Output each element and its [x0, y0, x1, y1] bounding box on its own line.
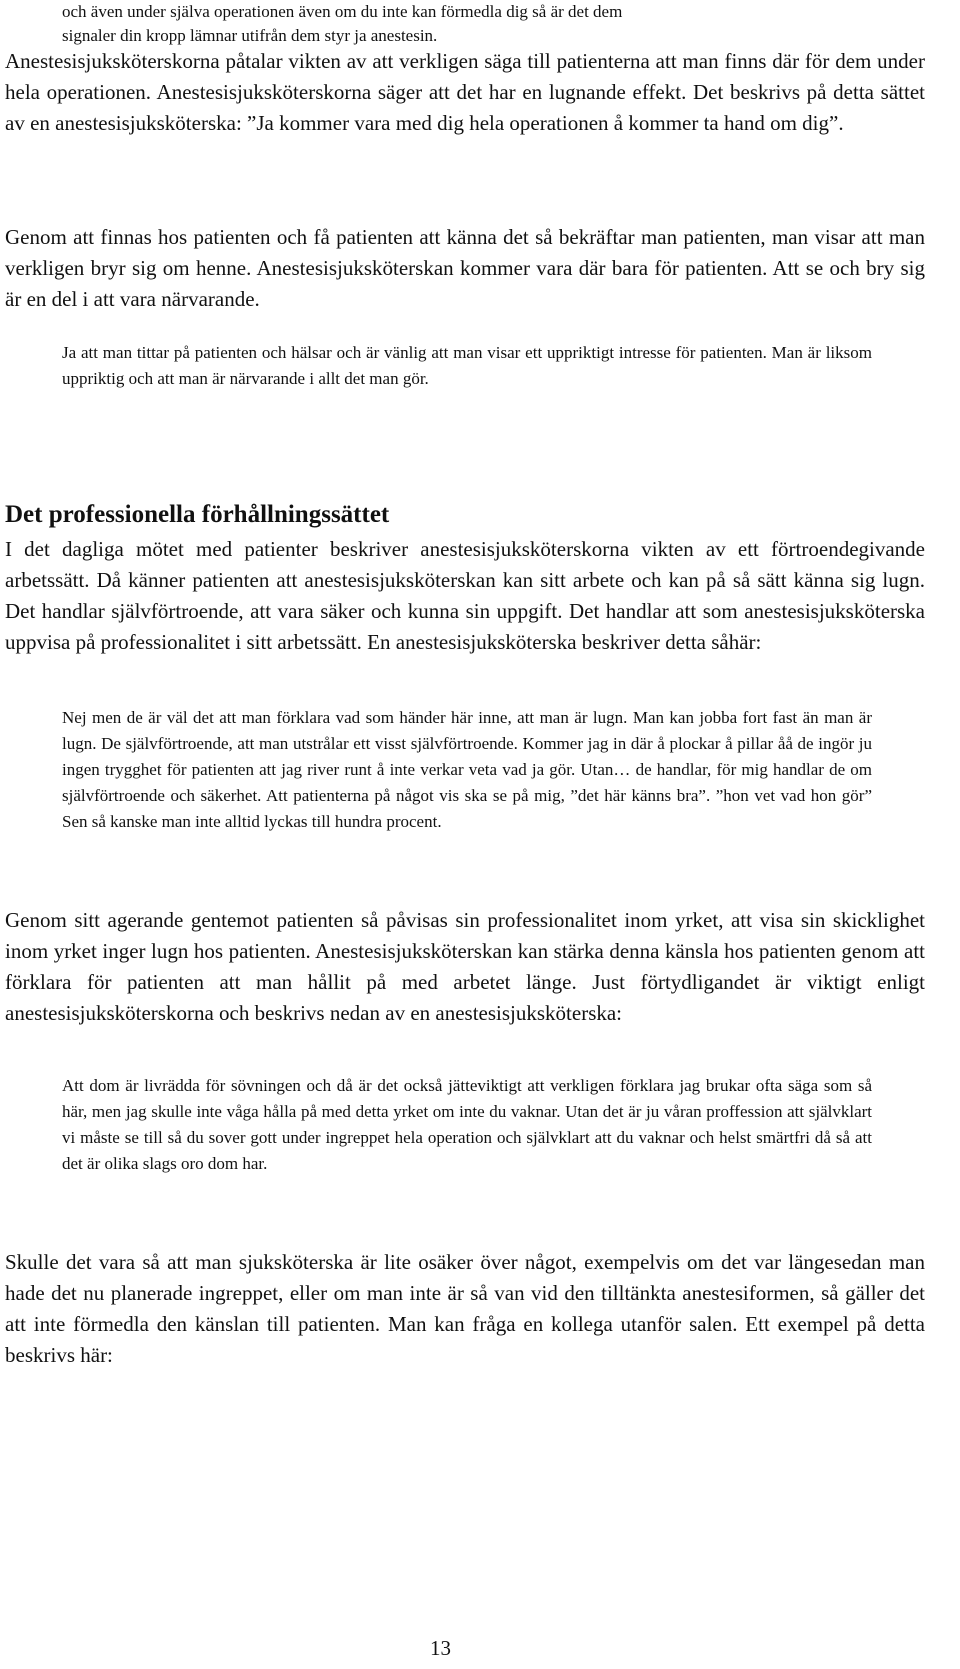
paragraph-presence-statement: Anestesisjuksköterskorna påtalar vikten av att verkligen säga till patienterna att man finns där för dem under hela operationen. Anestesisjuksköterskorna säger att det har en lugnande effekt. Det beskrivs på detta sättet av en anestesisjuksköterska: ”Ja kommer vara med dig hela operationen å kommer ta hand om dig”. — [5, 49, 925, 135]
paragraph-professionalism: Genom sitt agerande gentemot patienten så påvisas sin professionalitet inom yrket, att visa sin skicklighet inom yrket inger lugn hos patienten. Anestesisjuksköterskan kan stärka denna känsla hos patienten genom att förklara för patienten att man hållit på med arbetet länge. Just förtydligandet är viktigt enligt anestesisjuksköterskorna och beskrivs nedan av en anestesisjuksköterska: — [5, 908, 925, 1025]
page-number: 13 — [430, 1636, 451, 1660]
block-quote-explaining: Att dom är livrädda för sövningen och då är det också jätteviktigt att verkligen förklara jag brukar ofta säga som så här, men jag skulle inte våga hålla på med detta yrket om inte du vaknar. Utan det är ju våran proffession att självklart vi måste se till så du sover gott under ingreppet hela operation och självklart att du vaknar och helst smärtfri då så att det är olika slags oro dom har. — [62, 1076, 872, 1173]
block-quote-presence: Ja att man tittar på patienten och hälsar och är vänlig att man visar ett uppriktigt intresse för patienten. Man är liksom uppriktig och att man är närvarande i allt det man gör. — [62, 343, 872, 388]
block-quote-self-confidence: Nej men de är väl det att man förklara vad som händer här inne, att man är lugn. Man kan jobba fort fast än man är lugn. De självförtroende, att man utstrålar ett visst självförtroende. Kommer jag in där å plockar å pillar åå de ingör ju ingen trygghet för patienten att jag river runt å inte verkar veta vad ja gör. Utan… de handlar, för mig handlar de om självförtroende och säkerhet. Att patienterna på något vis ska se på mig, ”det här känns bra”. ”hon vet vad hon gör” Sen så kanske man inte alltid lyckas till hundra procent. — [62, 708, 872, 831]
quote-line: och även under själva operationen även om du inte kan förmedla dig så är det dem — [62, 2, 623, 21]
quote-line: signaler din kropp lämnar utifrån dem styr ja anestesin. — [62, 26, 438, 45]
paragraph-confirming-patient: Genom att finnas hos patienten och få patienten att känna det så bekräftar man patienten, man visar att man verkligen bryr sig om henne. Anestesisjuksköterskan kommer vara där bara för patienten. Att se och bry sig är en del i att vara närvarande. — [5, 225, 925, 311]
paragraph-trust-approach: I det dagliga mötet med patienter beskriver anestesisjuksköterskorna vikten av ett förtroendegivande arbetssätt. Då känner patienten att anestesisjuksköterskan kan sitt arbete och kan på så sätt känna sig lugn. Det handlar självförtroende, att vara säker och kunna sin uppgift. Det handlar att som anestesisjuksköterska uppvisa på professionalitet i sitt arbetssätt. En anestesisjuksköterska beskriver detta såhär: — [5, 537, 925, 654]
block-quote-continued — [62, 0, 862, 48]
paragraph-uncertainty: Skulle det vara så att man sjuksköterska är lite osäker över något, exempelvis om det var längesedan man hade det nu planerade ingreppet, eller om man inte är så van vid den tilltänkta anestesiformen, så gäller det att inte förmedla den känslan till patienten. Man kan fråga en kollega utanför salen. Ett exempel på detta beskrivs här: — [5, 1250, 925, 1367]
section-heading: Det professionella förhållningssättet — [5, 501, 390, 528]
